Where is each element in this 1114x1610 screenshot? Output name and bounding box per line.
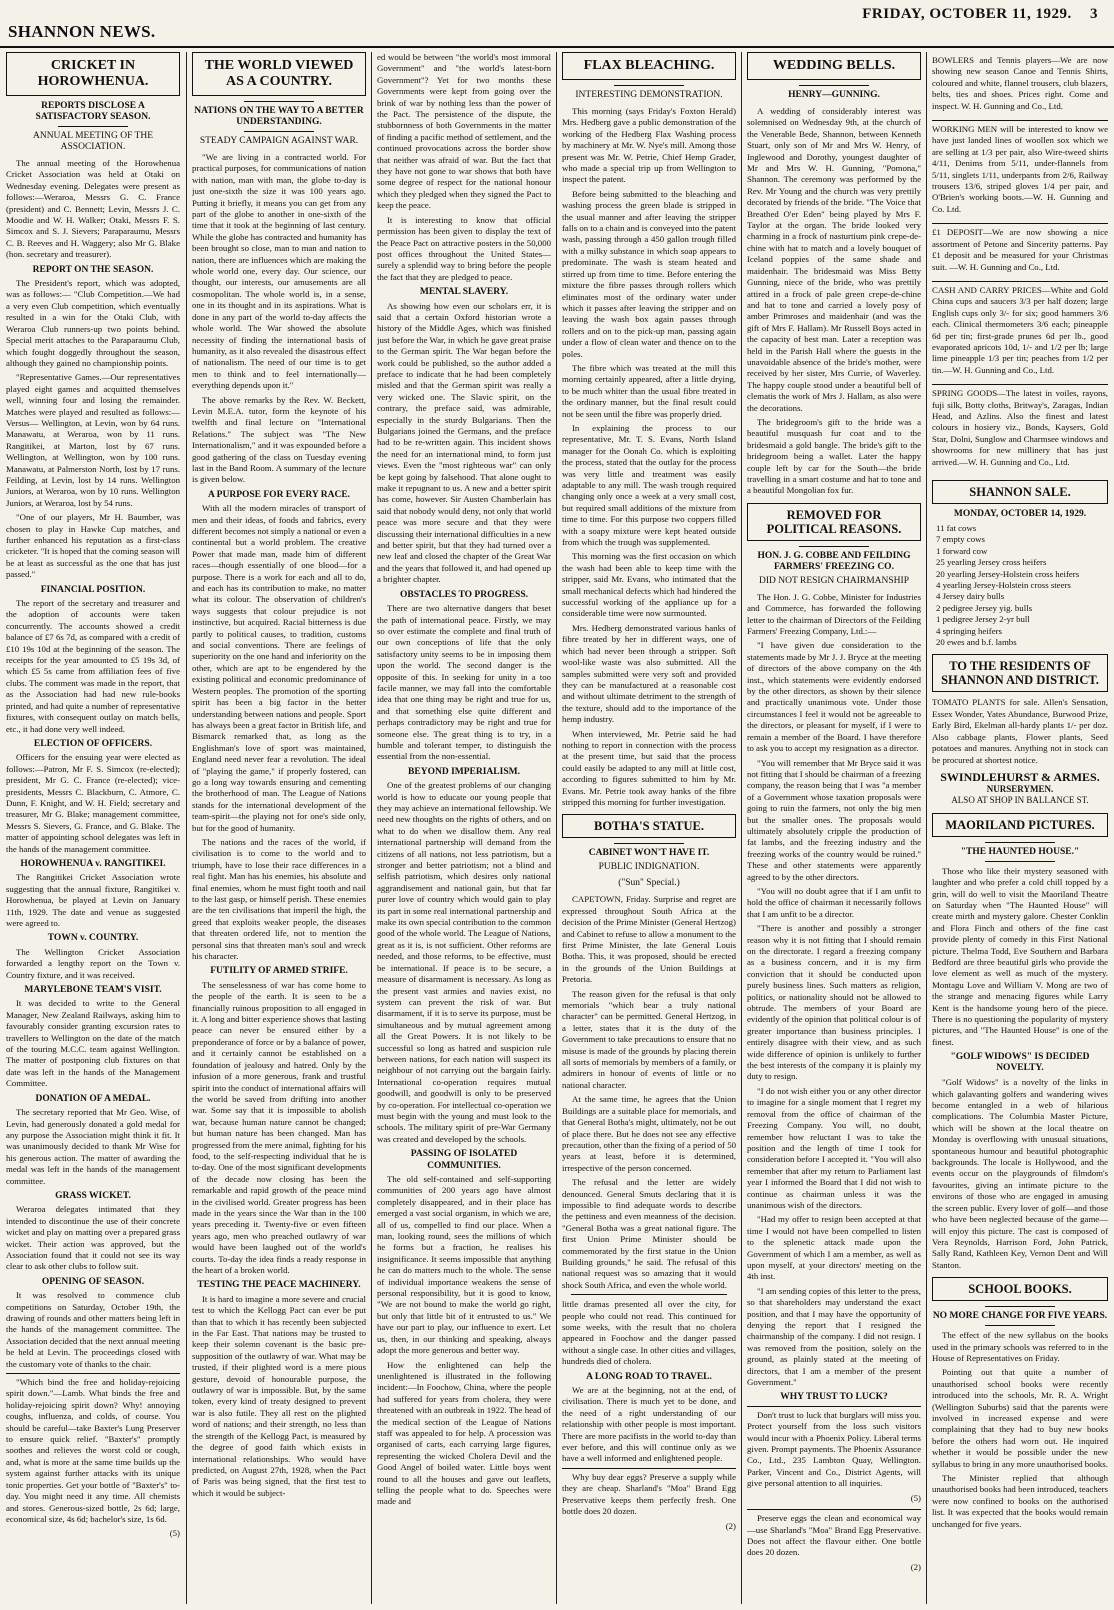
advertisement [562,1468,736,1535]
section-heading: TESTING THE PEACE MACHINERY. [197,1280,361,1291]
divider [244,101,314,102]
article-subhead: "THE HAUNTED HOUSE." [960,846,1080,857]
divider [614,843,684,844]
article-subhead: "GOLF WIDOWS" IS DECIDED NOVELTY. [950,1052,1090,1074]
article-paragraph: The secretary reported that Mr Geo. Wise, of Levin, had generously donated a gold medal for any purpose the Association might think it fit. It was unanimously decided to thank Mr Wise for his generous action. The matter of awarding the medal was left in the hands of the management committee. [6,1107,180,1186]
article-paragraph: The refusal and the letter are widely denounced. General Smuts declaring that it is impossible to find adequate words to describe the pettiness and even meanness of the decision. "General Botha was a great national figure. The first Union Prime Minister should be commemorated by the first statue in the Union Building grounds," he said. The refusal of this national request was so amazing that it would shock South Africa, and even the whole world. [562,1177,736,1290]
section-heading: FINANCIAL POSITION. [40,584,146,595]
article-paragraph: Officers for the ensuing year were elected as follows:—Patron, Mr F. S. Simcox (re-elected); president, Mr G. C. France (re-elected); vice-presidents, Messrs C. Blackburn, C. Atmore, C. Dunn, F. Knight, and W. H. Field; secretary and treasurer, Mr G. Blake; management committee, Messrs S. Sievers, G. France, and G. Blake. The matter of appointing school delegates was left in the hands of the management committee. [6,752,180,854]
classified-ad [932,120,1108,221]
article-paragraph: The old self-contained and self-supporting communities of 200 years ago have almost completely disappeared, and in their place has emerged a vast social organism, in which we are, all of us, compelled to find our place. When a man, looking round, sees the millions of which he forms but a fraction, he realises his insignificance. It seems impossible that anything he can do matters much to the whole. The sense of individual importance weakens the sense of personal responsibility, but it is good to know, "We are not bound to make the world go right, but only that little bit of it entrusted to us." We have our part to play, our influence to exert. Let us, then, in our thinking and speaking, always adopt the more generous and better way. [377,1174,551,1356]
advertisement-number: (2) [725,1520,736,1531]
article-subhead: HENRY—GUNNING. [788,90,880,100]
column-5 [747,52,921,1604]
article-paragraph: "There is another and possibly a stronger reason why it is not fitting that I should remain on the directorate. I regard a freezing company as a business concern, and it is my firm conviction that it should be conducted upon purely business lines. Such matters as religion, politics, or nationality should not be allowed to obtrude. The members of your Board are evidently of the opinion that political colour is of greater importance than business principles. I entirely disagree with their view, and as such wide difference of opinion is unlikely to further the best interests of the company it is plainly my duty to resign. [747,923,921,1082]
column-3 [377,52,551,1604]
sale-item: 1 forward cow [936,545,988,556]
article-paragraph: We are at the beginning, not at the end, of civilisation. There is much yet to be done, and the need of a right understanding of our relationship with other people is most important. There are more pacifists in the world to-day than ever before, and this will continue only as we have a well informed and enlightened people. [562,1385,736,1464]
section-heading: ELECTION OF OFFICERS. [33,738,153,749]
article-subhead: INTERESTING DEMONSTRATION. [575,90,723,100]
column-rule [371,52,372,1604]
article-subhead: NATIONS ON THE WAY TO A BETTER UNDERSTANDING. [194,106,364,127]
article-paragraph: As showing how even our scholars err, it is said that a certain Oxford historian wrote a history of the Middle Ages, which was finished just before the War, in which he gave great praise to the German spirit. The War began before the work could be published, so the author added a preface to indicate that he had been completely misled and that the German spirit was really a very wicked one. The Slavic spirit, on the contrary, the preface said, was admirable, especially in the sturdy Bulgarians. Then the Bulgarians joined the Germans, and the preface had to be re-written again. This incident shows the need for an international mind, to form just views. Even the "most righteous war" can only be kept going by falsehood. That alone ought to make it repugnant to us. A new and a better spirit has come, however. Sir Austen Chamberlain has said that nobody would deny, not only that world peace was more secure and that they were discussing their international difficulties in a new and better spirit, but that they had turned over a new leaf and closed the chapter of the Great War and the years that followed it, and had opened up a brighter chapter. [377,300,551,585]
column-rule [926,52,927,1604]
article-subhead: ANNUAL MEETING OF THE ASSOCIATION. [32,131,154,152]
section-heading: MARYLEBONE TEAM'S VISIT. [24,985,162,996]
article-paragraph: The fibre which was treated at the mill this morning certainly appeared, after a little drying, to be much whiter than the usual fibre treated in the ordinary manner, but the final result could not be seen until the fibre was properly dried. [562,362,736,419]
article-paragraph: The Rangitikei Cricket Association wrote suggesting that the annual fixture, Rangitikei v. Horowhenua, be played at Levin on January 11th, 1929. The date and venue as suggested were agreed to. [6,872,180,928]
article-paragraph: The President's report, which was adopted, was as follows:— "Club Competition.—We had a very even Club competition, which eventually resulted in a win for the Otaki Club, with Weraroa Club runners-up two points behind. Special merit attaches to the Paraparaumu Club, which fought doggedly throughout the season, although they gained no championship points. [6,278,180,368]
article-paragraph: The Minister replied that although unauthorised books had been introduced, teachers were now confined to books on the authorised list. It was expected that the books would remain unchanged for five years. [932,1473,1108,1529]
notice-headline: TO THE RESIDENTS OF SHANNON AND DISTRICT. [932,654,1108,692]
article-dateline: ("Sun" Special.) [618,878,680,889]
advertisement-number: (2) [910,1561,921,1572]
column-rule [556,52,557,1604]
section-heading: OPENING OF SEASON. [41,1276,145,1287]
article-paragraph: In explaining the process to our representative, Mr. T. S. Evans, North Island manager for the Oonah Co. which is exploiting the process, stated that the outlay for the process was very little and treatment was easily adaptable to any mill. The wash trough required changing only once a week at a very small cost, but required small additions of the mixture from time to time. For this purpose two coppers filled with a soapy mixture were kept heated outside from which the trough was supplemented. [562,422,736,548]
classified-text: SPRING GOODS—The latest in voiles, rayons, fuji silk, Botty cloths, Britway's, Zaragas, Indian Head, and Azlins. Also the finest and latest colours in hosiery viz., Bonds, Kaysers, Gold Star, Dolni, Sunglow and Charmsee windows and showrooms for new millinery that has just arrived.—W. H. Gunning and Co., Ltd. [932,388,1108,467]
divider [571,1294,728,1295]
classified-ad [932,384,1108,474]
divider [985,1325,1055,1326]
sale-item: 2 pedigree Jersey yig. bulls [936,602,1033,613]
article-paragraph: The reason given for the refusal is that only memorials "which bear a truly national character" can be permitted. General Hertzog, in a letter, states that it is the duty of the Government to take precautions to ensure that no misuse is made of the grounds by placing therein all sorts of memorials by members of a family, or admirers in honour of events of little or no national character. [562,988,736,1090]
column-4 [562,52,736,1604]
article-paragraph: "I have given due consideration to the statements made by Mr J. J. Bryce at the meeting of directors of the above company on the 4th inst., which statements were evidently endorsed by the other directors, as shown by their silence and practically unanimous vote. Under those circumstances I feel it would not be agreeable to the directors, or pleasant for myself, if I were to remain a member of the Board. I have therefore to ask you to accept my resignation as a director. [747,640,921,754]
advertisement-text: Preserve eggs the clean and economical way—use Sharland's "Moa" Brand Egg Preservative. Does not affect the flavour either. One bottle does 20 dozen. [747,1513,921,1558]
divider [985,842,1055,843]
firm-name: SWINDLEHURST & ARMES. [940,769,1100,784]
article-paragraph: The effect of the new syllabus on the books used in the primary schools was referred to in the House of Representatives on Friday. [932,1330,1108,1363]
article-paragraph: It is hard to imagine a more severe and crucial test to which the Kellogg Pact can ever be put than that to which it has recently been subjected in the Far East. That nations may be trusted to keep their solemn covenant is the basic pre-supposition of the outlawry of war. What may be trusted, if their plighted word is a mere pious gesture, devoid of honourable purpose, the outlawry of war is impossible. But, by the same token, every kind of treaty designed to prevent war is also futile. They all rest on the plighted word of nations; and their strength, no less than the strength of the Kellogg Pact, is measured by the degree of good faith which exists in international relationships. Who would have predicted, on August 27th, 1928, when the Pact of Paris was being signed, that the first test to which it would be subject- [192,1293,366,1498]
article-paragraph: The senselessness of war has come home to the people of the earth. It is seen to be a financially ruinous proposition to all engaged in it. A long and bitter experience shows that lasting peace can never be ensured either by a preponderance of force or by a balance of power, and it certainly cannot be established on a foundation of jealousy and hatred. Only by the infusion of a more generous, frank and trustful spirit into the conduct of international affairs will the world be saved from drifting into another war. Some say that it is impossible to abolish war, because human nature cannot be changed; but human nature has been changed. Man has progressed from the mere animal, fighting for his food, to the self-respecting individual that he is to-day. One of the most significant developments of the decade now closing has been the remarkable and rapid growth of the peace mind in the civilised world. Greater progress has been made in the years since the War than in the 100 years preceding it. Twenty-five or even fifteen years ago, men who preached outlawry of war would have been laughed out of the world's courts. To-day the idea finds a ready response in the heart of a broken world. [192,979,366,1275]
article-headline: REMOVED FOR POLITICAL REASONS. [747,503,921,541]
column-rule [741,52,742,1604]
section-heading: BEYOND IMPERIALISM. [408,766,520,777]
article-paragraph: Weraroa delegates intimated that they intended to discontinue the use of their concrete wicket and play on matting over a prepared grass wicket. Their action was approved, but the Association found that it could not see its way clear to ask other clubs to follow suit. [6,1204,180,1272]
article-subhead: PUBLIC INDIGNATION. [598,862,700,873]
column-rule [186,52,187,1604]
column-2 [192,52,366,1604]
section-heading: PASSING OF ISOLATED COMMUNITIES. [410,1149,518,1171]
article-paragraph: Mrs. Hedberg demonstrated various hanks of fibre treated by her in different ways, one of which had never been through a stripper. Soft wool-like waste was also submitted. All the samples submitted were very soft and provided they can be manufactured at a reasonable cost and without ultimate detriment to the strength of the texture, should add to the importance of the hemp industry. [562,622,736,725]
classified-text: CASH AND CARRY PRICES—White and Gold China cups and saucers 3/3 per half dozen; large English cups only 3/- for six; good hammers 3/6 each. Clinical thermometers 3/6 each; pineapple 6d per tin; first-grade prunes 6d per lb., good evaporated apricots 10d, 1/- and 1/2 per lb; large lime pineapple 1/3 per tin; peaches from 1/2 per tin.—W. H. Gunning and Co., Ltd. [932,284,1108,375]
article-paragraph: "Golf Widows" is a novelty of the links in which galavanting golfers and wandering wives become entangled in a web of hilarious complications. The Columbia Master Picture, which will be shown at the local theatre on Monday is overflowing with unusual situations, spontaneous humour and beautiful photographic backgrounds. The locale is Hollywood, and the events occur on the playgrounds of filmdom's favourites, giving an intimate picture to the environs of those who are engaged in amusing the screen public. Every lover of golf—and those who have been neglected because of the game—will enjoy this picture. The cast is composed of Vera Reynolds, Harrison Ford, John Patrick, Sally Rand, Kathleen Key, Vernon Dent and Will Stanton. [932,1077,1108,1270]
firm-trade: NURSERYMEN. [986,783,1054,794]
article-subhead: CABINET WON'T HAVE IT. [588,848,710,859]
article-paragraph: This morning (says Friday's Foxton Herald) Mrs. Hedberg gave a public demonstration of the working of the Hedberg Flax Washing process by machinery at Mr. W. Nye's mill. Among those present was Mr. W. Petrie, Chief Hemp Grader, who made a special trip up from Wellington to inspect the patent. [562,106,736,185]
sale-item: 4 yearling Jersey-Holstein cross steers [936,580,1071,591]
article-paragraph: The annual meeting of the Horowhenua Cricket Association was held at Otaki on Wednesday evening. Delegates were present as follows:—Weraroa, Messrs G. C. France (president) and C. Bennett; Levin, Messrs J. C. Moodie and W. H. Walker; Otaki, Messrs F. S. Simcox and S. J. Sievers; Paraparaumu, Messrs C. B. Reeves and H. Waggery; also Mr G. Blake (hon. secretary and treasurer). [6,158,180,260]
advertisement [747,1406,921,1507]
article-headline: CRICKET IN HOROWHENUA. [6,52,180,96]
article-paragraph: With all the modern miracles of transport of men and their ideas, of foods and fabrics, every different becomes not simply a national or even a continental but a world problem. The creative Power that made man, made him of different races—though essentially of one blood—for a purpose. There is a work for each and all to do, and each has its contribution to make, no matter what its colour. The observation of children's ways suggests that colour prejudice is not instinctive, but acquired. Racial bitterness is due partly to political causes, to tradition, customs and social conventions. There are feelings of superiority on the one hand and inferiority on the other, which are apt to be engendered by the existing political and economic predominance of Western peoples. The promotion of the sporting spirit has been a big factor in the better understanding between nations and people. Sport has always been a great factor in British life, and Bismarck remarked that, as long as the Englishman's love of sport was maintained, England need never fear a revolution. The ideal of "playing the game," if properly fostered, can go a long way towards ensuring and cementing the brotherhood of man. The League of Nations stands for the international development of the team-spirit—the playing not for one's side only, but for the good of humanity. [192,503,366,833]
article-paragraph: "You will no doubt agree that if I am unfit to hold the office of chairman it necessarily follows that I am unfit to be a director. [747,885,921,919]
article-paragraph: Those who like their mystery seasoned with laughter and who prefer a cold chill topped by a grin, will do well to visit the Maoriland Theatre on Saturday when "The Haunted House" will create mirth and mystery galore. Chester Conklin and Flora Finch and others of the fine cast provide plenty of comedy in this First National picture. Thelma Todd, Eve Southern and Barbara Bedford are three beautiful girls who provide the love element as well as much of the mystery. Montagu Love and William V. Mong are two of the strange and menacing figures while Larry Kent is the handsome young hero of the piece. There is no questioning the popularity of mystery pictures, and "The Haunted House" is one of the finest. [932,865,1108,1047]
divider [799,85,869,86]
sale-item: 7 empty cows [936,534,985,545]
article-paragraph: The bridegroom's gift to the bride was a beautiful musquash fur coat and to the bridesmaid a gold bangle. The bride's gift to the bridegroom being a wallet. Later the happy couple left by car for the South—the bride travelling in a smart costume and hat to tone and a beautiful Mongolian fox fur. [747,416,921,496]
advertisement-text: Why buy dear eggs? Preserve a supply while they are cheap. Sharland's "Moa" Brand Egg Preservative keeps them perfectly fresh. One bottle does 20 dozen. [562,1471,736,1517]
article-paragraph: How the enlightened can help the unenlightened is illustrated in the following incident:—In Foochow, China, where the people had suffered for years from cholera, they were threatened with an outbreak in 1922. The head of the medical section of the League of Nations staff was appealed to for help. A procession was organised of carts, each carrying large figures, representing the wicked Cholera Devil and the Good Angel of boiled water. Little boys went round to all the houses and gave out leaflets, telling the people what to do. Speeches were made and [377,1359,551,1507]
section-heading: TOWN v. COUNTRY. [47,933,139,944]
classified-text: WORKING MEN will be interested to know we have just landed lines of woollen sox which we are selling at 1/3 per pair, also Wire-tweed shirts 4/11, Denims from 5/11, under-flannels from 5/11, singlets 1/11, underpants from 2/6, Railway trousers 13/6, striped gloves 1/4 per pair, and O'Brien's working boots.—W. H. Gunning and Co. Ltd. [932,124,1108,214]
sale-item: 11 fat cows [936,523,977,533]
article-paragraph: The Wellington Cricket Association forwarded a lengthy report on the Town v. Country fixture, and it was received. [6,946,180,980]
sale-item: 20 ewes and b.f. lambs [936,637,1017,648]
article-paragraph: "We are living in a contracted world. For practical purposes, for communications of nation with nation, man with man, the globe to-day is just one-sixth the size it was 100 years ago. Putting it briefly, it means you can get from any part of the globe to another in one-sixth of the time that it took at the beginning of last century. While the globe has contracted and humanity has been brought so close, man to man and nation to nation, there are influences which are making the whole world one, every day. Our science, our thought, our interests, our amusements are all cosmopolitan. The whole world is, in a sense, one in its thought and in its aspirations. What is done in any part of the world to-day affects the whole world. The War showed the absolute necessity of finding the international basis of humanity, as it also revealed the disastrous effect of nationalism. The need of our time is to get men to think and to feel internationally—everything depends upon it." [192,152,366,391]
section-heading: A PURPOSE FOR EVERY RACE. [207,489,351,500]
sale-headline: SHANNON SALE. [932,480,1108,504]
advertisement-text: "Which bind the free and holiday-rejoicing spirit down."—Lamb. What binds the free and holiday-rejoicing spirit down? Why! annoying coughs, influenza, and colds, of course. You should be careful—take Baxter's Lung Preserver to ensure quick relief. "Baxter's" promptly soothes and relieves the worst cold or cough, and, what is more at the same time builds up the system against further attacks with its unique tonic properties. Get your bottle of "Baxter's" to-day. You might need it any time. All chemists and stores. Generous-sized bottle, 2s 6d; large, economical size, 4s 6d; bachelor's size, 1s 6d. [6,1377,180,1524]
article-paragraph: The Hon. J. G. Cobbe, Minister for Industries and Commerce, has forwarded the following letter to the chairman of Directors of the Feilding Farmers' Freezing Company, Ltd.:— [747,591,921,637]
sale-item: 1 pedigree Jersey 2-yr bull [936,614,1030,625]
divider [58,126,128,127]
article-subhead: REPORTS DISCLOSE A SATISFACTORY SEASON. [35,101,151,122]
article-paragraph: "One of our players, Mr H. Baumber, was chosen to play in Hawke Cup matches, and further enhanced his reputation as a first-class cricketer. "It is hoped that the coming season will be at least as successful as the one that has just passed." [6,512,180,580]
article-paragraph: The nations and the races of the world, if civilisation is to come to the world and to triumph, have to lose their race differences in a real fight. Man has his enemies, his absolute and final enemies, whom he must fight tooth and nail to the last gasp, or himself perish. These enemies are the ten civilisations that imperil the high, the greed that exploits weaker people, the diseases that threaten ordered life, not to mention the personal sins that threaten man's soul and wreck his character. [192,836,366,962]
article-paragraph: "I do not wish either you or any other director to imagine for a single moment that I regret my removal from the office of chairman of the Freezing Company. You will, no doubt, remember how reluctant I was to take the position and the length of time I took for consideration before I accepted it. "You will also remember that after my return to Parliament last year I informed the Board that I did not wish to continue as chairman unless it was the unanimous wish of the directors. [747,1085,921,1210]
sale-item: 4 Jersey dairy bulls [936,591,1005,602]
article-paragraph: "Representative Games.—Our representatives played eight games and acquitted themselves well, winning four and losing the remainder. Matches were played and resulted as follows:— Versus— Wellington, at Levin, won by 64 runs. Manawatu, at Weraroa, won by 11 runs. Rangitikei, at Marton, lost by 67 runs. Wellington, at Wellington, won by 100 runs. Manawatu, at Palmerston North, lost by 17 runs. Feilding, at Levin, lost by 14 runs. Wellington Juniors, at Weraroa, won by 10 runs. Wellington Juniors, at Weraroa, lost by 54 runs. [6,372,180,508]
sale-list [936,523,1108,648]
article-headline: BOTHA'S STATUE. [562,814,736,838]
article-paragraph: The above remarks by the Rev. W. Beckett, Levin M.E.A. tutor, form the keynote of his twelfth and final lecture on "International Relations." The subject was "The New Internationalism," and it was expounded before a good gathering of the class on Tuesday evening last in the Band Room. A summary of the lecture is given below. [192,394,366,485]
classified-text: BOWLERS and Tennis players—We are now showing new season Canoe and Tennis Shirts, coloured and white, flannel trousers, club blazers, belts, ties and shoes. Prices right. Come and inspect. W. H. Gunning and Co., Ltd. [932,55,1108,111]
article-paragraph: It was resolved to commence club competitions on Saturday, October 19th, the drawing of rounds and other matters being left in the hands of the management committee. The Association decided that the next annual meeting be held at Levin. The proceedings closed with the customary vote of thanks to the chair. [6,1290,180,1369]
article-paragraph: It was decided to write to the General Manager, New Zealand Railways, asking him to favourably consider granting excursion rates to travellers to Wellington on the date of the match of the touring M.C.C. team against Wellington. The matter of postponing club fixtures on that date was left in the hands of the Management Committee. [6,998,180,1089]
article-paragraph: There are two alternative dangers that beset the path of international peace. Firstly, we may so over estimate the complete and final truth of our own conceptions of life that the only satisfactory unity seems to be in imposing them upon the world. The second danger is the opposite of this. In seeking for unity in a too facile manner, we may fall into the comfortable idea that one thing may be right and true for us, and that something else quite different and perhaps contradictory may be right and true for someone else. The great thing is to try, in a humble and tolerant temper, to distinguish the essential from the non-essential. [377,603,551,762]
article-paragraph: ed would be between "the world's most immoral Government" and "the world's latest-born Government"? Yet for two months these Governments were kept from going over the brink of war by nothing less than the power of the Pact. The persistence of the dispute, the stubbornness of both Governments in the matter of finding a pacific method of settlement, and the continued provocations across the border show that neither was afraid of war. But the fact that they have not gone to war shows that both have some degree of respect for the national honour which they pledged when they signed the Pact to keep the peace. [377,52,551,211]
date-text: FRIDAY, OCTOBER 11, 1929. [862,6,1072,22]
section-heading: OBSTACLES TO PROGRESS. [399,589,529,600]
divider [799,546,869,547]
article-paragraph: CAPETOWN, Friday. Surprise and regret are expressed throughout South Africa at the decision of the Prime Minister (General Hertzog) and Cabinet to refuse to allow a monument to the first Prime Minister, the late General Louis Botha. This, it was proposed, should be erected in the grounds of the Union Buildings at Pretoria. [562,894,736,985]
divider [244,131,314,132]
article-paragraph: It is interesting to know that official permission has been given to display the text of the Peace Pact on attractive posters in the 50,000 post offices throughout the United States—surely a splendid way to bring before the people the fact that they are pledged to peace. [377,214,551,282]
article-paragraph: At the same time, he agrees that the Union Buildings are a suitable place for memorials, and that General Botha's might, ultimately, not be out of place there. But he does not see any effective precaution, other than the fixing of a period of 50 years at least, before it is determined, irrespective of the person concerned. [562,1094,736,1173]
article-paragraph: Before being submitted to the bleaching and washing process the green blade is stripped in the usual manner and after leaving the stripper falls on to a chain and is conveyed into the patent wash, passing through a 450 gallon trough filled with a milky substance in which soap appears to predominate. The wash is steam heated and stirred up from time to time. Before entering the mixture the fibre passes through rollers which eliminates most of the ordinary water under which it passes after leaving the stripper and on leaving the wash box again passes through rollers and on to the pick-up man, passing again under a flow of clean water and thence on to the poles. [562,188,736,359]
article-paragraph: "Had my offer to resign been accepted at that time I would not have been compelled to listen to the splenetic attack made upon the Government of which I am a member, as well as upon myself, at your directors' meeting on the 4th inst. [747,1214,921,1282]
article-subhead: STEADY CAMPAIGN AGAINST WAR. [199,136,359,146]
divider [985,861,1055,862]
section-heading: GRASS WICKET. [55,1190,131,1201]
column-6 [932,52,1108,1604]
article-paragraph: This morning was the first occasion on which the wash had been able to keep time with the stripper, said Mr. Evans, who intimated that the small mechanical defects which had hindered the successful working of the appliance up for a considerable time were now surmounted. [562,551,736,619]
sale-item: 25 yearling Jersey cross heifers [936,557,1047,568]
page-number: 3 [1090,6,1098,22]
section-heading: MENTAL SLAVERY. [419,287,509,298]
classified-ad [932,223,1108,279]
sale-item: 4 springing heifers [936,625,1002,636]
article-paragraph: "You will remember that Mr Bryce said it was not fitting that I should be chairman of a freezing company, the reason being that I was "a member of a Government whose taxation proposals were going to ruin the farmers, not only the big men but the smaller ones. The proposals would ultimately absolutely cripple the production of fat lambs, and the freezing industry and the freezing works of the country would be ruined." These and other statements were apparently agreed to by the other directors. [747,757,921,882]
article-paragraph: "I am sending copies of this letter to the press, so that shareholders may understand the exact position, and that I may have the opportunity of denying the report that I resigned the chairmanship of the company. I did not resign. I was removed from the position, solely on the ground, as plainly stated at the meeting of directors, that I am a member of the present Government." [747,1285,921,1388]
article-paragraph: Pointing out that quite a number of unauthorised school books were recently introduced into the schools, Mr. R. A. Wright (Wellington Suburbs) said that the parents were involved in increased expense and were complaining that they had to buy new books before the others had worn out. He inquired whether it would be possible under the new syllabus to bring in any more unauthorised books. [932,1367,1108,1469]
advertisement [747,1509,921,1576]
article-headline: SCHOOL BOOKS. [932,1277,1108,1301]
article-paragraph: A wedding of considerably interest was solemnised on Wednesday 9th, at the church of the Venerable Bede, Shannon, between Kenneth Stuart, only son of Mr and Mrs W. Henry, of Inglewood and Dorothy, youngest daughter of Mr and Mrs W. H. Gunning, "Pomona," Shannon. The ceremony was performed by the Rev. Mr Young and the church was very prettily decorated by friends of the bride. "The Voice that Breathed O'er Eden" being played by Mrs F. Taylor at the organ. The bride looked very charming in a frock of nasturtium pink crepe-de-chine with hat to match and a lovely bouquet of Iceland poppies of the same shade and maidenhair. The bridesmaid was Miss Betty Gunning, niece of the bride, who was prettily attired in a frock of pale green crepe-de-chine and hat to tone and carried a lovely posy of amber Primroses and maidenhair (and was the gift of Mrs F. Hallam). Mr Russell Boys acted in the capacity of best man. Later a reception was held in the Parish Hall where the guests in the unavoidable absence of the bride's mother, were received by her sister, Mrs Currie, of Waverley. The happy couple stood under a beautiful bell of clematis the work of Mrs J. Hallam, as also were the decorations. [747,106,921,413]
section-heading: A LONG ROAD TO TRAVEL. [586,1371,712,1382]
divider [985,1306,1055,1307]
sale-item: 20 yearling Jersey-Holstein cross heifers [936,568,1080,579]
column-1 [6,52,180,1604]
classified-ad [932,281,1108,382]
divider [614,85,684,86]
section-heading: HOROWHENUA v. RANGITIKEI. [20,858,166,869]
classified-ad [932,52,1108,118]
advertisement [6,1373,180,1543]
classified-text: £1 DEPOSIT—We are now showing a nice assortment of Petone and Sincerity patterns. Pay £1 deposit and be measured for your Christmas suit. —W. H. Gunning and Co., Ltd. [932,227,1108,272]
article-subhead: DID NOT RESIGN CHAIRMANSHIP [759,575,909,586]
sale-date: MONDAY, OCTOBER 14, 1929. [953,509,1087,519]
advertisement-number: (5) [169,1528,180,1539]
article-headline: FLAX BLEACHING. [562,52,736,80]
newspaper-title: SHANNON NEWS. [8,22,156,41]
section-heading: WHY TRUST TO LUCK? [780,1392,888,1403]
article-headline: MAORILAND PICTURES. [932,813,1108,837]
article-subhead: HON. J. G. COBBE AND FEILDING FARMERS' FREEZING CO. [757,550,911,572]
masthead [0,0,1114,48]
notice-text: TOMATO PLANTS for sale. Allen's Sensation, Essex Wonder, Yates Abundance, Burwood Prize, Early Bird, Ekelman all-hardy plants 1/- per doz. Also cabbage plants, Flower plants, Seed potatoes and manures. Anything not in stock can be procured at shortest notice. [932,697,1108,765]
advertisement-number: (5) [910,1492,921,1503]
article-paragraph: little dramas presented all over the city, for people who could not read. This continued for some weeks, with the result that no cholera appeared in Foochow and the danger passed without a single case. In other cities and villages, hundreds died of cholera. [562,1299,736,1367]
article-paragraph: When interviewed, Mr. Petrie said he had nothing to report in connection with the process at the present time, but said that the process could easily be adapted to any mill at little cost, according to figures submitted to him by Mr. Evans. Mr. Petrie took away hanks of the fibre stripped this morning for further investigation. [562,728,736,807]
article-paragraph: The report of the secretary and treasurer and the adoption of accounts were taken concurrently. The accounts showed a credit balance of £7 6s 7d, as compared with a credit of £10 19s 10d at the beginning of the season. The receipts for the year amounted to £5 19s 3d, of which £5 5s came from affiliation fees of five clubs. The comment was made in the report, that as the Association had had new rule-books printed, and had quite a number of representative fixtures, with consequent outlay on match bells, etc., it had done very well indeed. [6,598,180,734]
article-paragraph: One of the greatest problems of our changing world is how to educate our young people that they may achieve an international fellowship. We need new thoughts on the rights of others, and on what to do when we disallow them. Any real international partnership will demand from the citizens of all nations, not less patriotism, but a stronger and better patriotism; not a blind and selfish patriotism, which desires only national aggrandisement and national gain, but that far purer love of country which would gain to play its part in some real international partnership and make its own special contribution to the common good of the whole world. The League of Nations, great as it is, is not sufficient. Other reforms are needed, and those reforms, to be effective, must be international. If peace is to be secure, a measure of disarmament is necessary. As long as the present vast armies and navies exist, no system can prevent the risk of war. But disarmament, if it is to serve its purpose, must be simultaneous and by mutual agreement among all the Great Powers. It is not likely to be successful so long as hatred and suspicion rule between nations, for each nation will suspect its neighbour of not carrying out the bargain fairly. International co-operation requires mutual goodwill, and goodwill is only to be preserved by co-operation. For intellectual co-operation we must begin with the young and must look to the schools. The military spirit of pre-War Germany was created and developed by the schools. [377,780,551,1144]
article-headline: WEDDING BELLS. [747,52,921,80]
issue-date [862,6,1098,23]
section-heading: REPORT ON THE SEASON. [32,264,154,275]
firm-address: ALSO AT SHOP IN BALLANCE ST. [951,795,1089,806]
article-headline: THE WORLD VIEWED AS A COUNTRY. [192,52,366,96]
section-heading: FUTILITY OF ARMED STRIFE. [210,966,348,977]
article-subhead: NO MORE CHANGE FOR FIVE YEARS. [932,1311,1108,1322]
advertisement-text: Don't trust to luck that burglars will miss you. Protect yourself from the loss such visitors would incur with a Phoenix Policy. Liberal terms given. Prompt payments. The Phoenix Assurance Co., Ltd., 235 Lambton Quay, Wellington. Parker, Vincent and Co., District Agents, will give personal attention to all inquiries. [747,1409,921,1489]
section-heading: DONATION OF A MEDAL. [35,1093,151,1104]
